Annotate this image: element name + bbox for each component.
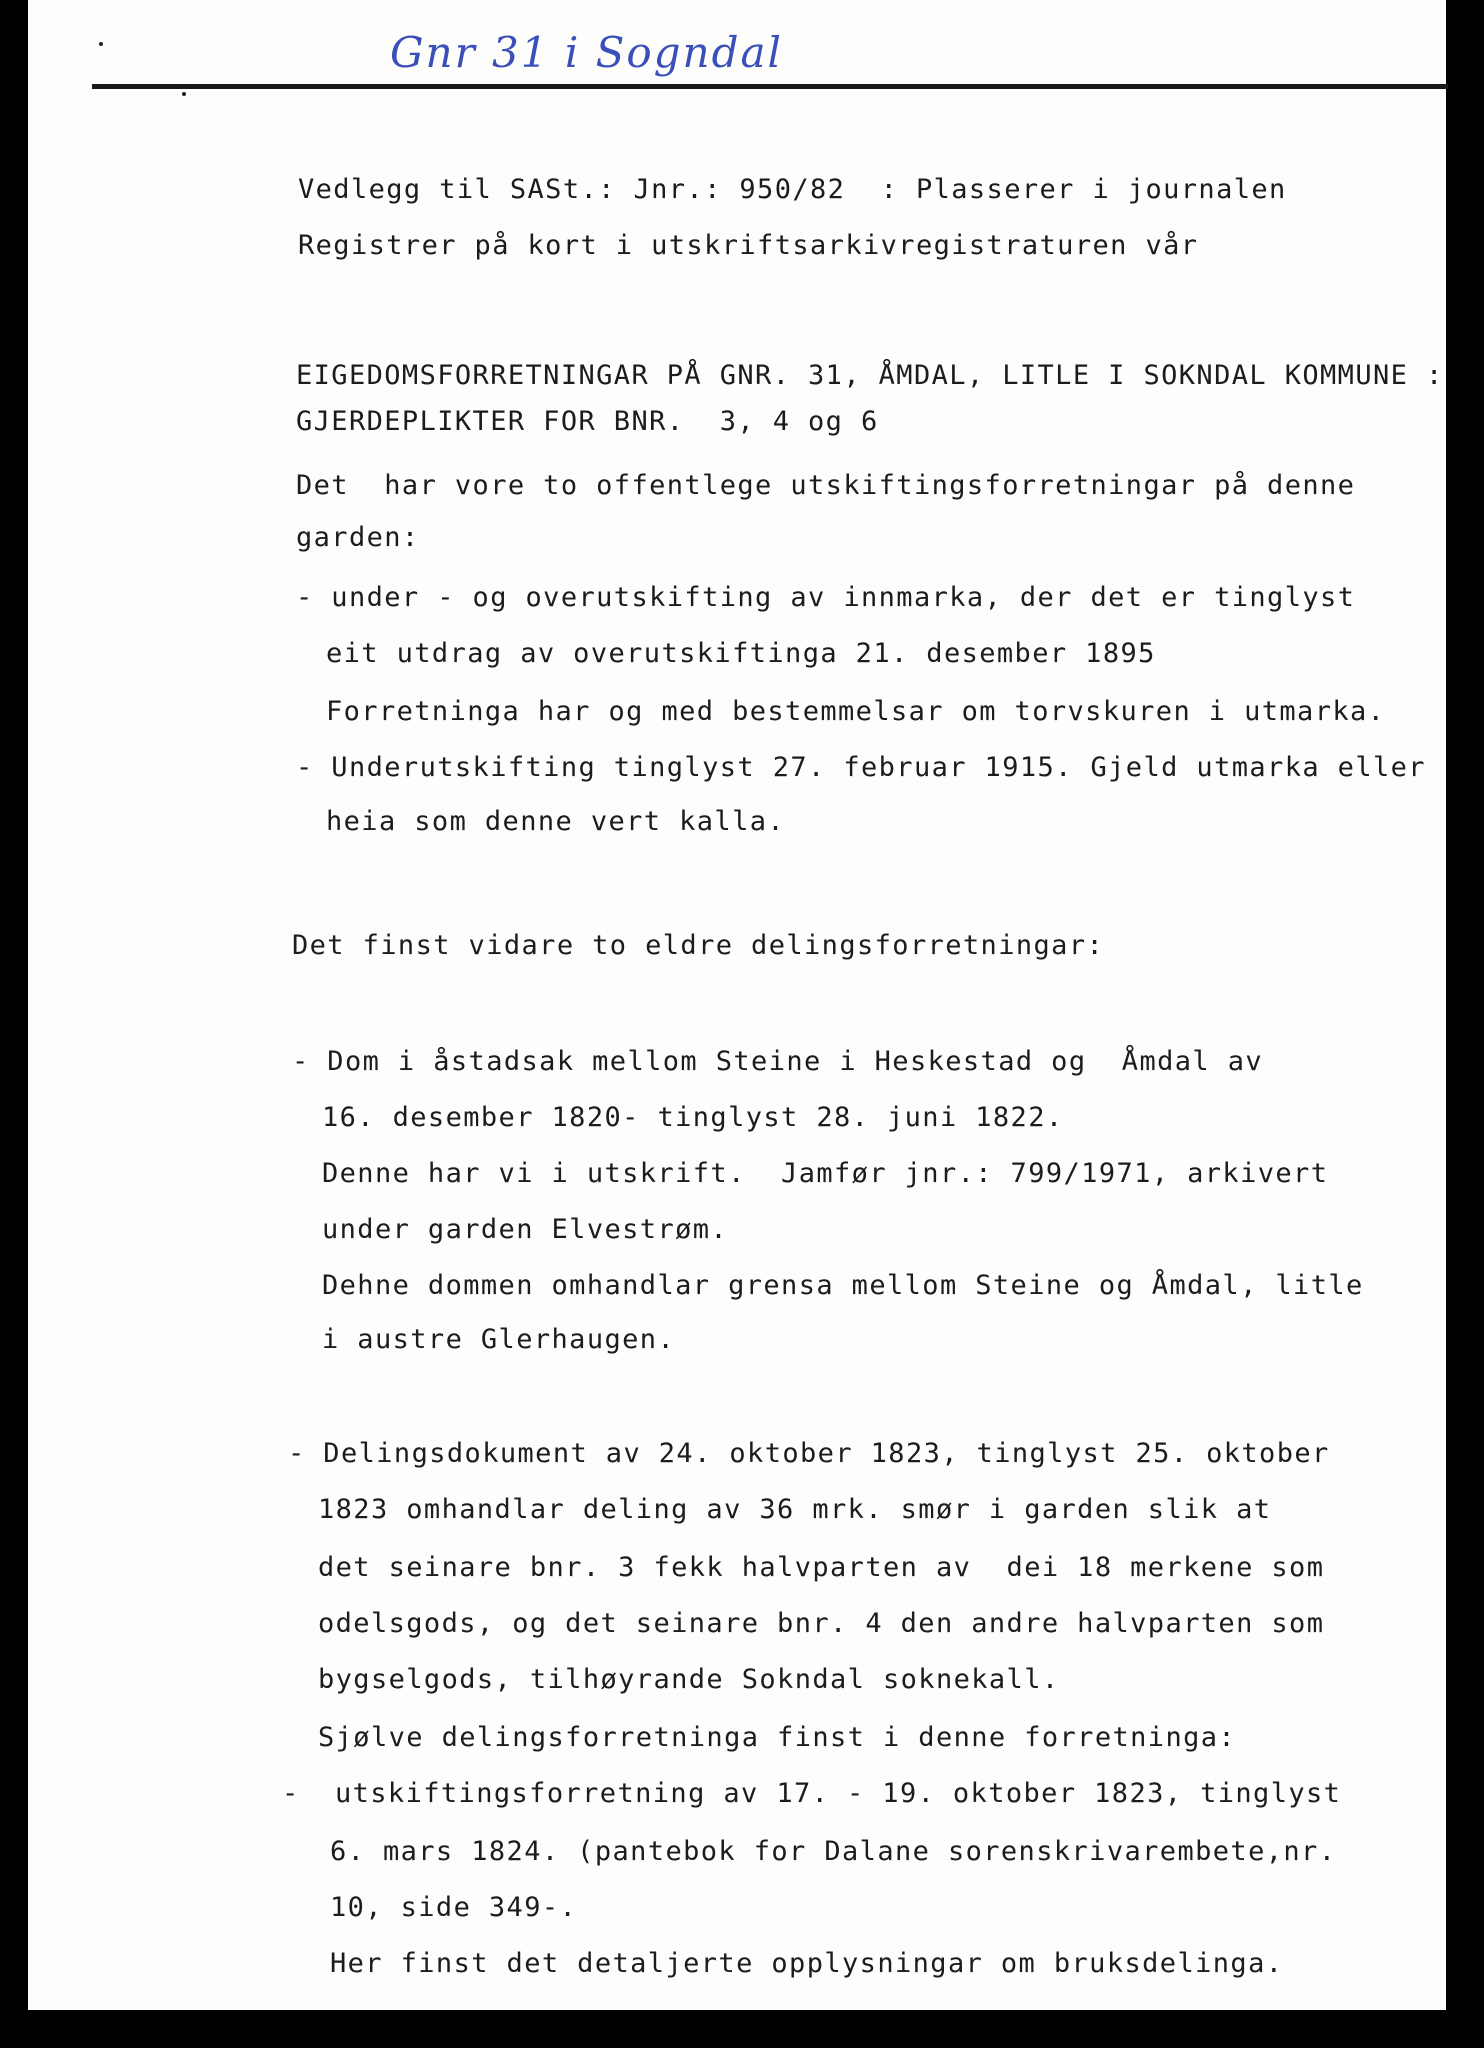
- text-line: eit utdrag av overutskiftinga 21. desember 1895: [326, 638, 1156, 669]
- text-line: 10, side 349-.: [330, 1892, 578, 1923]
- text-line: under garden Elvestrøm.: [322, 1214, 729, 1245]
- scan-speck: [182, 92, 186, 96]
- list-item: - under - og overutskifting av innmarka, der det er tinglyst: [296, 582, 1356, 613]
- text-line: 1823 omhandlar deling av 36 mrk. smør i garden slik at: [318, 1494, 1272, 1525]
- text-line: Forretninga har og med bestemmelsar om torvskuren i utmarka.: [326, 696, 1386, 727]
- list-item: - Delingsdokument av 24. oktober 1823, tinglyst 25. oktober: [288, 1438, 1330, 1469]
- text-line: Vedlegg til SASt.: Jnr.: 950/82 : Plasserer i journalen: [298, 174, 1287, 205]
- text-line: i austre Glerhaugen.: [322, 1324, 676, 1355]
- text-line: det seinare bnr. 3 fekk halvparten av dei 18 merkene som: [318, 1552, 1325, 1583]
- list-item: - Dom i åstadsak mellom Steine i Heskestad og Åmdal av: [292, 1046, 1264, 1077]
- text-line: Her finst det detaljerte opplysningar om bruksdelinga.: [330, 1948, 1284, 1979]
- list-item: - utskiftingsforretning av 17. - 19. oktober 1823, tinglyst: [282, 1778, 1342, 1809]
- text-line: bygselgods, tilhøyrande Sokndal soknekall.: [318, 1664, 1060, 1695]
- list-item: - Underutskifting tinglyst 27. februar 1915. Gjeld utmarka eller: [296, 752, 1426, 783]
- text-line: Sjølve delingsforretninga finst i denne forretninga:: [318, 1722, 1237, 1753]
- text-line: heia som denne vert kalla.: [326, 806, 786, 837]
- text-line: odelsgods, og det seinare bnr. 4 den andre halvparten som: [318, 1608, 1325, 1639]
- text-line: 16. desember 1820- tinglyst 28. juni 1822.: [322, 1102, 1064, 1133]
- text-line: 6. mars 1824. (pantebok for Dalane sorenskrivarembete,nr.: [330, 1836, 1337, 1867]
- text-line: Denne har vi i utskrift. Jamfør jnr.: 799/1971, arkivert: [322, 1158, 1329, 1189]
- heading-line: GJERDEPLIKTER FOR BNR. 3, 4 og 6: [296, 406, 879, 437]
- text-line: Det har vore to offentlege utskiftingsforretningar på denne: [296, 470, 1356, 501]
- handwritten-note: Gnr 31 i Sogndal: [390, 28, 783, 77]
- header-rule: [92, 84, 1448, 89]
- scan-speck: [99, 42, 103, 46]
- text-line: Registrer på kort i utskriftsarkivregistraturen vår: [298, 230, 1199, 261]
- heading-line: EIGEDOMSFORRETNINGAR PÅ GNR. 31, ÅMDAL, LITLE I SOKNDAL KOMMUNE :: [296, 360, 1444, 391]
- text-line: Det finst vidare to eldre delingsforretningar:: [292, 930, 1105, 961]
- document-page: [28, 0, 1446, 2010]
- text-line: garden:: [296, 522, 420, 553]
- text-line: Dehne dommen omhandlar grensa mellom Steine og Åmdal, litle: [322, 1270, 1364, 1301]
